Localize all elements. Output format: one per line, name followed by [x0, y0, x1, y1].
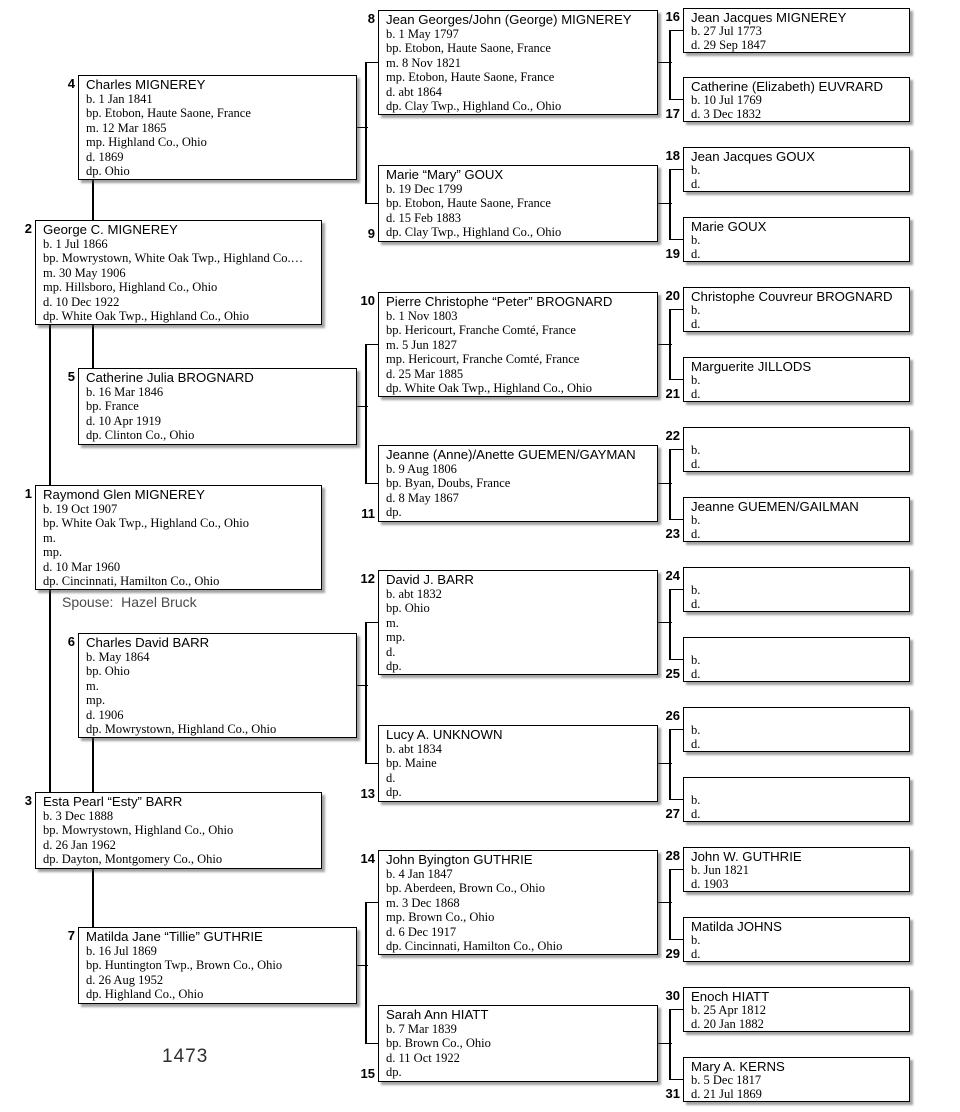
person-box-20[interactable] [683, 287, 910, 332]
person-box-11[interactable] [378, 445, 658, 522]
parents-bracket-line [669, 309, 671, 381]
person-detail: bp. Ohio [386, 601, 430, 616]
person-box-16[interactable] [683, 8, 910, 53]
person-detail: d. 1903 [691, 877, 729, 891]
person-box-8[interactable] [378, 10, 658, 115]
person-detail: d. [691, 807, 701, 821]
person-detail: dp. Highland Co., Ohio [86, 987, 204, 1002]
person-detail: m. 8 Nov 1821 [386, 55, 461, 70]
person-number-10: 10 [360, 293, 375, 308]
person-detail: b. 9 Aug 1806 [386, 462, 457, 476]
person-name: Jean Jacques GOUX [691, 149, 815, 164]
person-detail: bp. Etobon, Haute Saone, France [386, 41, 551, 56]
person-box-18[interactable] [683, 147, 910, 192]
person-name: Esta Pearl “Esty” BARR [43, 794, 183, 809]
person-detail: dp. Dayton, Montgomery Co., Ohio [43, 852, 223, 867]
person-number-8: 8 [367, 11, 375, 26]
person-number-5: 5 [67, 369, 75, 384]
person-number-6: 6 [67, 634, 75, 649]
person-detail: bp. Brown Co., Ohio [386, 1036, 491, 1051]
person-detail: mp. [386, 630, 406, 645]
person-detail: d. [691, 597, 701, 611]
person-detail: b. [691, 164, 701, 177]
person-box-6[interactable] [78, 633, 357, 738]
person-detail: d. [691, 177, 701, 191]
person-detail: dp. Cincinnati, Hamilton Co., Ohio [386, 938, 563, 953]
person-name: Mary A. KERNS [691, 1059, 785, 1074]
person-detail: d. 10 Dec 1922 [43, 294, 120, 309]
person-detail: bp. White Oak Twp., Highland Co., Ohio [43, 516, 249, 531]
person-detail: dp. Clinton Co., Ohio [86, 428, 195, 443]
parents-bracket-line [365, 902, 367, 1045]
person-detail: dp. Clay Twp., Highland Co., Ohio [386, 225, 562, 240]
person-detail: b. 19 Dec 1799 [386, 182, 463, 196]
person-detail: b. [691, 654, 701, 667]
mother-connector-stub [670, 379, 683, 381]
person-box-7[interactable] [78, 927, 357, 1004]
person-number-9: 9 [367, 226, 375, 241]
father-connector-stub [670, 1009, 683, 1011]
person-detail: b. 4 Jan 1847 [386, 867, 453, 881]
person-box-28[interactable] [683, 847, 910, 892]
person-number-24: 24 [665, 568, 680, 583]
person-name: Jeanne GUEMEN/GAILMAN [691, 499, 859, 514]
person-name: Enoch HIATT [691, 989, 770, 1004]
person-detail: d. [691, 527, 701, 541]
person-detail: b. [691, 934, 701, 947]
person-detail: b. 5 Dec 1817 [691, 1074, 762, 1087]
person-detail: b. 3 Dec 1888 [43, 809, 114, 823]
person-number-18: 18 [665, 148, 680, 163]
person-name: Jeanne (Anne)/Anette GUEMEN/GAYMAN [386, 447, 636, 462]
mother-connector-stub [670, 799, 683, 801]
person-number-12: 12 [360, 571, 375, 586]
person-detail: bp. Ohio [86, 664, 130, 679]
person-detail: m. 5 Jun 1827 [386, 337, 457, 352]
mother-connector-stub [366, 763, 378, 765]
person-detail: d. [691, 247, 701, 261]
person-number-31: 31 [665, 1086, 680, 1101]
father-connector-stub [366, 62, 378, 64]
mother-connector-stub [670, 99, 683, 101]
father-connector-stub [366, 622, 378, 624]
page-number: 1473 [162, 1046, 209, 1067]
person-number-11: 11 [361, 506, 375, 521]
generation-drop-line [92, 738, 94, 792]
person-name: John W. GUTHRIE [691, 849, 802, 864]
person-detail: bp. Hericourt, Franche Comté, France [386, 323, 576, 338]
father-connector-stub [670, 449, 683, 451]
mother-connector-stub [670, 1079, 683, 1081]
person-detail: dp. Ohio [86, 163, 130, 178]
person-detail: d. 11 Oct 1922 [386, 1050, 460, 1065]
person-box-10[interactable] [378, 292, 658, 397]
person-detail: mp. Highland Co., Ohio [86, 135, 207, 150]
person-detail: b. [691, 794, 701, 807]
person-box-5[interactable] [78, 368, 357, 445]
person-detail: b. [691, 444, 701, 457]
person-detail: bp. France [86, 399, 139, 414]
father-connector-stub [670, 30, 683, 32]
person-detail: b. [691, 234, 701, 247]
person-name: Catherine (Elizabeth) EUVRARD [691, 79, 884, 94]
person-box-23[interactable] [683, 497, 910, 542]
person-number-4: 4 [67, 76, 75, 91]
person-detail: d. [691, 457, 701, 471]
person-number-22: 22 [665, 428, 680, 443]
person-detail: b. Jun 1821 [691, 864, 749, 877]
person-detail: mp. [86, 693, 106, 708]
person-name: George C. MIGNEREY [43, 222, 178, 237]
person-detail: dp. Clay Twp., Highland Co., Ohio [386, 98, 562, 113]
person-detail: dp. White Oak Twp., Highland Co., Ohio [386, 380, 592, 395]
person-name: David J. BARR [386, 572, 474, 587]
parents-bracket-line [365, 62, 367, 205]
person-box-1[interactable] [35, 485, 322, 590]
person-number-28: 28 [665, 848, 680, 863]
person-detail: d. [386, 644, 396, 659]
person-detail: b. 1 Jan 1841 [86, 92, 153, 106]
person-detail: m. [386, 615, 399, 630]
person-detail: dp. [386, 785, 402, 800]
person-detail: b. [691, 514, 701, 527]
person-box-4[interactable] [78, 75, 357, 180]
person-box-17[interactable] [683, 77, 910, 122]
father-connector-stub [670, 589, 683, 591]
father-connector-stub [670, 729, 683, 731]
person-name [691, 569, 905, 584]
person-number-23: 23 [665, 526, 680, 541]
person-box-14[interactable] [378, 850, 658, 955]
person-detail: b. 1 May 1797 [386, 27, 459, 41]
person-name: Lucy A. UNKNOWN [386, 727, 503, 742]
parents-bracket-line [365, 622, 367, 765]
father-connector-stub [670, 869, 683, 871]
person-number-1: 1 [24, 486, 32, 501]
person-number-25: 25 [665, 666, 680, 681]
person-number-17: 17 [665, 106, 680, 121]
person-name: Charles MIGNEREY [86, 77, 206, 92]
person-name: Raymond Glen MIGNEREY [43, 487, 205, 502]
person-box-27[interactable] [683, 777, 910, 822]
person-detail: b. 7 Mar 1839 [386, 1022, 457, 1036]
mother-connector-stub [670, 939, 683, 941]
person-detail: b. abt 1832 [386, 587, 442, 601]
person-number-21: 21 [665, 386, 680, 401]
person-box-21[interactable] [683, 357, 910, 402]
person-detail: d. [386, 770, 396, 785]
person-number-26: 26 [665, 708, 680, 723]
mother-connector-stub [670, 519, 683, 521]
father-connector-stub [366, 902, 378, 904]
generation-drop-line [92, 869, 94, 927]
person-number-7: 7 [67, 928, 75, 943]
person-detail: d. 6 Dec 1917 [386, 924, 457, 939]
mother-connector-stub [670, 659, 683, 661]
person-number-20: 20 [665, 288, 680, 303]
person-detail: mp. [43, 545, 63, 560]
person-detail: b. 25 Apr 1812 [691, 1004, 766, 1017]
person-name: Sarah Ann HIATT [386, 1007, 489, 1022]
person-detail: dp. Cincinnati, Hamilton Co., Ohio [43, 573, 220, 588]
mother-connector-stub [366, 483, 378, 485]
person-number-29: 29 [665, 946, 680, 961]
person-detail: bp. Mowrystown, Highland Co., Ohio [43, 823, 234, 838]
person-box-12[interactable] [378, 570, 658, 675]
person-detail: b. [691, 374, 701, 387]
person-detail: bp. Etobon, Haute Saone, France [386, 196, 551, 211]
person-box-25[interactable] [683, 637, 910, 682]
person-detail: d. [691, 947, 701, 961]
person-detail: m. [43, 530, 56, 545]
parents-bracket-line [669, 869, 671, 941]
person-detail: d. [691, 387, 701, 401]
person-number-2: 2 [24, 221, 32, 236]
person-number-14: 14 [360, 851, 375, 866]
person-detail: d. 20 Jan 1882 [691, 1017, 764, 1031]
person-detail: b. 16 Mar 1846 [86, 385, 164, 399]
person-detail: d. 29 Sep 1847 [691, 38, 766, 52]
person-detail: m. [86, 678, 99, 693]
person-name: Matilda Jane “Tillie” GUTHRIE [86, 929, 263, 944]
person-detail: dp. [386, 658, 402, 673]
person-detail: dp. [386, 505, 402, 520]
person-name [691, 779, 905, 794]
person-number-27: 27 [665, 806, 680, 821]
person-detail: bp. Aberdeen, Brown Co., Ohio [386, 881, 546, 896]
person-detail: b. May 1864 [86, 650, 150, 664]
person-detail: b. [691, 304, 701, 317]
person-detail: dp. White Oak Twp., Highland Co., Ohio [43, 308, 249, 323]
person-name: Pierre Christophe “Peter” BROGNARD [386, 294, 613, 309]
person-detail: d. 1869 [86, 149, 124, 164]
parents-bracket-line [669, 449, 671, 521]
person-detail: dp. Mowrystown, Highland Co., Ohio [86, 721, 277, 736]
father-connector-stub [670, 169, 683, 171]
person-detail: b. 10 Jul 1769 [691, 94, 762, 107]
mother-connector-stub [366, 203, 378, 205]
parents-bracket-line [365, 344, 367, 485]
person-name: Marguerite JILLODS [691, 359, 812, 374]
person-detail: bp. Huntington Twp., Brown Co., Ohio [86, 958, 283, 973]
person-box-26[interactable] [683, 707, 910, 752]
person-number-16: 16 [665, 9, 680, 24]
person-detail: b. 19 Oct 1907 [43, 502, 118, 516]
person-name: Marie GOUX [691, 219, 767, 234]
person-name: Marie “Mary” GOUX [386, 167, 504, 182]
person-detail: mp. Etobon, Haute Saone, France [386, 70, 555, 85]
person-detail: b. 27 Jul 1773 [691, 25, 762, 38]
person-box-19[interactable] [683, 217, 910, 262]
generation-drop-line [49, 590, 51, 792]
person-detail: d. 8 May 1867 [386, 490, 459, 505]
person-detail: m. 30 May 1906 [43, 265, 126, 280]
mother-connector-stub [670, 239, 683, 241]
person-detail: bp. Byan, Doubs, France [386, 476, 511, 491]
person-name: Jean Georges/John (George) MIGNEREY [386, 12, 632, 27]
person-detail: d. [691, 737, 701, 751]
person-detail: b. abt 1834 [386, 742, 442, 756]
person-detail: mp. Hillsboro, Highland Co., Ohio [43, 280, 218, 295]
person-detail: d. 3 Dec 1832 [691, 107, 762, 121]
father-connector-stub [670, 309, 683, 311]
person-detail: d. 26 Jan 1962 [43, 837, 116, 852]
person-name [691, 429, 905, 444]
person-number-19: 19 [665, 246, 680, 261]
person-box-13[interactable] [378, 725, 658, 802]
person-detail: b. [691, 724, 701, 737]
person-detail: d. 25 Mar 1885 [386, 366, 464, 381]
mother-connector-stub [366, 1043, 378, 1045]
person-detail: bp. Etobon, Haute Saone, France [86, 106, 251, 121]
person-box-24[interactable] [683, 567, 910, 612]
person-detail: b. 1 Jul 1866 [43, 237, 108, 251]
parents-bracket-line [669, 589, 671, 661]
person-number-3: 3 [24, 793, 32, 808]
person-detail: d. 10 Mar 1960 [43, 559, 121, 574]
generation-drop-line [92, 180, 94, 220]
person-name: Catherine Julia BROGNARD [86, 370, 254, 385]
person-box-9[interactable] [378, 165, 658, 242]
person-detail: dp. [386, 1065, 402, 1080]
person-detail: bp. Maine [386, 756, 437, 771]
person-name [691, 639, 905, 654]
person-name: Charles David BARR [86, 635, 210, 650]
person-detail: m. 12 Mar 1865 [86, 120, 167, 135]
person-detail: d. 10 Apr 1919 [86, 413, 161, 428]
person-name: Jean Jacques MIGNEREY [691, 10, 847, 25]
person-box-22[interactable] [683, 427, 910, 472]
person-detail: m. 3 Dec 1868 [386, 895, 460, 910]
generation-drop-line [49, 325, 51, 485]
person-detail: mp. Brown Co., Ohio [386, 910, 495, 925]
person-number-13: 13 [360, 786, 375, 801]
person-box-30[interactable] [683, 987, 910, 1032]
person-detail: d. [691, 317, 701, 331]
person-detail: bp. Mowrystown, White Oak Twp., Highland Co.… [43, 251, 304, 266]
parents-bracket-line [669, 30, 671, 101]
father-connector-stub [366, 344, 378, 346]
person-name: Christophe Couvreur BROGNARD [691, 289, 893, 304]
person-number-30: 30 [665, 988, 680, 1003]
generation-drop-line [92, 325, 94, 368]
person-box-29[interactable] [683, 917, 910, 962]
person-detail: d. 21 Jul 1869 [691, 1087, 762, 1101]
person-name: Matilda JOHNS [691, 919, 782, 934]
parents-bracket-line [669, 1009, 671, 1081]
parents-bracket-line [669, 729, 671, 801]
person-detail: d. 15 Feb 1883 [386, 210, 461, 225]
person-detail: b. 1 Nov 1803 [386, 309, 458, 323]
person-detail: mp. Hericourt, Franche Comté, France [386, 352, 580, 367]
person-box-15[interactable] [378, 1005, 658, 1082]
person-box-2[interactable] [35, 220, 322, 325]
person-number-15: 15 [360, 1066, 375, 1081]
parents-bracket-line [669, 169, 671, 241]
person-box-3[interactable] [35, 792, 322, 869]
person-name: John Byington GUTHRIE [386, 852, 533, 867]
person-detail: b. 16 Jul 1869 [86, 944, 157, 958]
person-detail: b. [691, 584, 701, 597]
spouse-label: Spouse: Hazel Bruck [62, 594, 197, 610]
person-detail: d. [691, 667, 701, 681]
person-box-31[interactable] [683, 1057, 910, 1102]
person-detail: d. 26 Aug 1952 [86, 972, 164, 987]
person-detail: d. abt 1864 [386, 84, 442, 99]
person-name [691, 709, 905, 724]
person-detail: d. 1906 [86, 707, 124, 722]
